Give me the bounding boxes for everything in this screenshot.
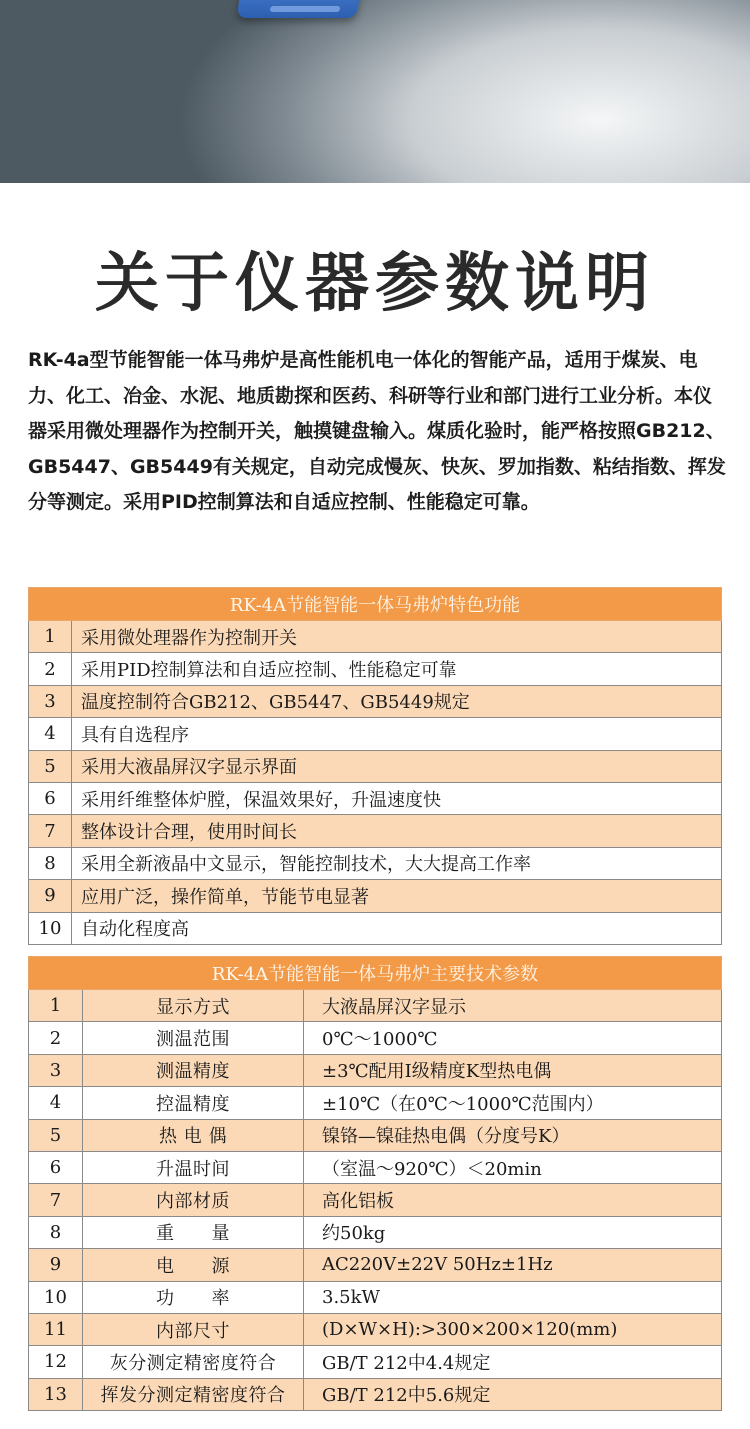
table-row	[29, 1378, 722, 1410]
param-value: 约50kg	[304, 1216, 722, 1248]
row-number: 12	[29, 1346, 83, 1378]
row-number: 11	[29, 1313, 83, 1345]
param-name: 测温精度	[83, 1054, 304, 1086]
param-value: AC220V±22V 50Hz±1Hz	[304, 1249, 722, 1281]
param-name: 内部尺寸	[83, 1313, 304, 1345]
param-name: 热 电 偶	[83, 1119, 304, 1151]
row-number: 6	[29, 1151, 83, 1183]
feature-text: 采用全新液晶中文显示，智能控制技术，大大提高工作率	[72, 847, 722, 879]
table-row	[29, 1119, 722, 1151]
feature-text: 应用广泛，操作简单，节能节电显著	[72, 880, 722, 912]
table-row	[29, 1184, 722, 1216]
table-row	[29, 718, 722, 750]
features-table-title: RK-4A节能智能一体马弗炉特色功能	[29, 588, 722, 621]
row-number: 13	[29, 1378, 83, 1410]
table-row	[29, 1151, 722, 1183]
param-value: 镍铬—镍硅热电偶（分度号K）	[304, 1119, 722, 1151]
hero-image	[0, 0, 750, 183]
table-row	[29, 685, 722, 717]
row-number: 4	[29, 1087, 83, 1119]
specs-table	[28, 956, 722, 1411]
intro-paragraph: RK-4a型节能智能一体马弗炉是高性能机电一体化的智能产品，适用于煤炭、电力、化工、冶金、水泥、地质勘探和医药、科研等行业和部门进行工业分析。本仪器采用微处理器作为控制开关，触摸键盘输入。煤质化验时，能严格按照GB212、GB5447、GB5449有关规定，自动完成慢灰、快灰、罗加指数、粘结指数、挥发分等测定。采用PID控制算法和自适应控制、性能稳定可靠。	[28, 349, 726, 513]
param-name: 升温时间	[83, 1151, 304, 1183]
table-row	[29, 1216, 722, 1248]
row-number: 10	[29, 912, 72, 944]
param-name: 灰分测定精密度符合	[83, 1346, 304, 1378]
param-name: 控温精度	[83, 1087, 304, 1119]
row-number: 7	[29, 1184, 83, 1216]
row-number: 9	[29, 880, 72, 912]
param-value: GB/T 212中4.4规定	[304, 1346, 722, 1378]
row-number: 8	[29, 1216, 83, 1248]
param-value: GB/T 212中5.6规定	[304, 1378, 722, 1410]
row-number: 3	[29, 685, 72, 717]
param-name: 显示方式	[83, 990, 304, 1022]
row-number: 6	[29, 782, 72, 814]
row-number: 3	[29, 1054, 83, 1086]
row-number: 2	[29, 653, 72, 685]
param-name: 挥发分测定精密度符合	[83, 1378, 304, 1410]
specs-table-title: RK-4A节能智能一体马弗炉主要技术参数	[29, 957, 722, 990]
row-number: 5	[29, 1119, 83, 1151]
row-number: 9	[29, 1249, 83, 1281]
param-value: ±3℃配用Ⅰ级精度K型热电偶	[304, 1054, 722, 1086]
table-row	[29, 1313, 722, 1345]
table-row	[29, 1281, 722, 1313]
param-name: 测温范围	[83, 1022, 304, 1054]
param-value: （室温～920℃）＜20min	[304, 1151, 722, 1183]
table-row	[29, 1346, 722, 1378]
param-value: 高化铝板	[304, 1184, 722, 1216]
feature-text: 采用PID控制算法和自适应控制、性能稳定可靠	[72, 653, 722, 685]
row-number: 7	[29, 815, 72, 847]
features-table	[28, 587, 722, 945]
param-name: 内部材质	[83, 1184, 304, 1216]
table-row	[29, 1249, 722, 1281]
row-number: 5	[29, 750, 72, 782]
table-row	[29, 621, 722, 653]
table-row	[29, 815, 722, 847]
param-name: 重 量	[83, 1216, 304, 1248]
param-value: 0℃～1000℃	[304, 1022, 722, 1054]
row-number: 1	[29, 990, 83, 1022]
feature-text: 整体设计合理，使用时间长	[72, 815, 722, 847]
param-value: 大液晶屏汉字显示	[304, 990, 722, 1022]
table-row	[29, 1022, 722, 1054]
table-row	[29, 990, 722, 1022]
param-value: 3.5kW	[304, 1281, 722, 1313]
table-row	[29, 912, 722, 944]
page-title: 关于仪器参数说明	[95, 247, 655, 321]
row-number: 10	[29, 1281, 83, 1313]
table-row	[29, 653, 722, 685]
feature-text: 自动化程度高	[72, 912, 722, 944]
feature-text: 具有自选程序	[72, 718, 722, 750]
table-row	[29, 750, 722, 782]
row-number: 1	[29, 621, 72, 653]
row-number: 2	[29, 1022, 83, 1054]
table-row	[29, 782, 722, 814]
table-row	[29, 847, 722, 879]
feature-text: 采用大液晶屏汉字显示界面	[72, 750, 722, 782]
param-value: (D×W×H):>300×200×120(mm)	[304, 1313, 722, 1345]
row-number: 4	[29, 718, 72, 750]
table-row	[29, 1087, 722, 1119]
row-number: 8	[29, 847, 72, 879]
device-edge	[270, 6, 341, 12]
param-value: ±10℃（在0℃～1000℃范围内）	[304, 1087, 722, 1119]
param-name: 功 率	[83, 1281, 304, 1313]
table-row	[29, 880, 722, 912]
feature-text: 温度控制符合GB212、GB5447、GB5449规定	[72, 685, 722, 717]
feature-text: 采用微处理器作为控制开关	[72, 621, 722, 653]
param-name: 电 源	[83, 1249, 304, 1281]
feature-text: 采用纤维整体炉膛，保温效果好，升温速度快	[72, 782, 722, 814]
table-row	[29, 1054, 722, 1086]
